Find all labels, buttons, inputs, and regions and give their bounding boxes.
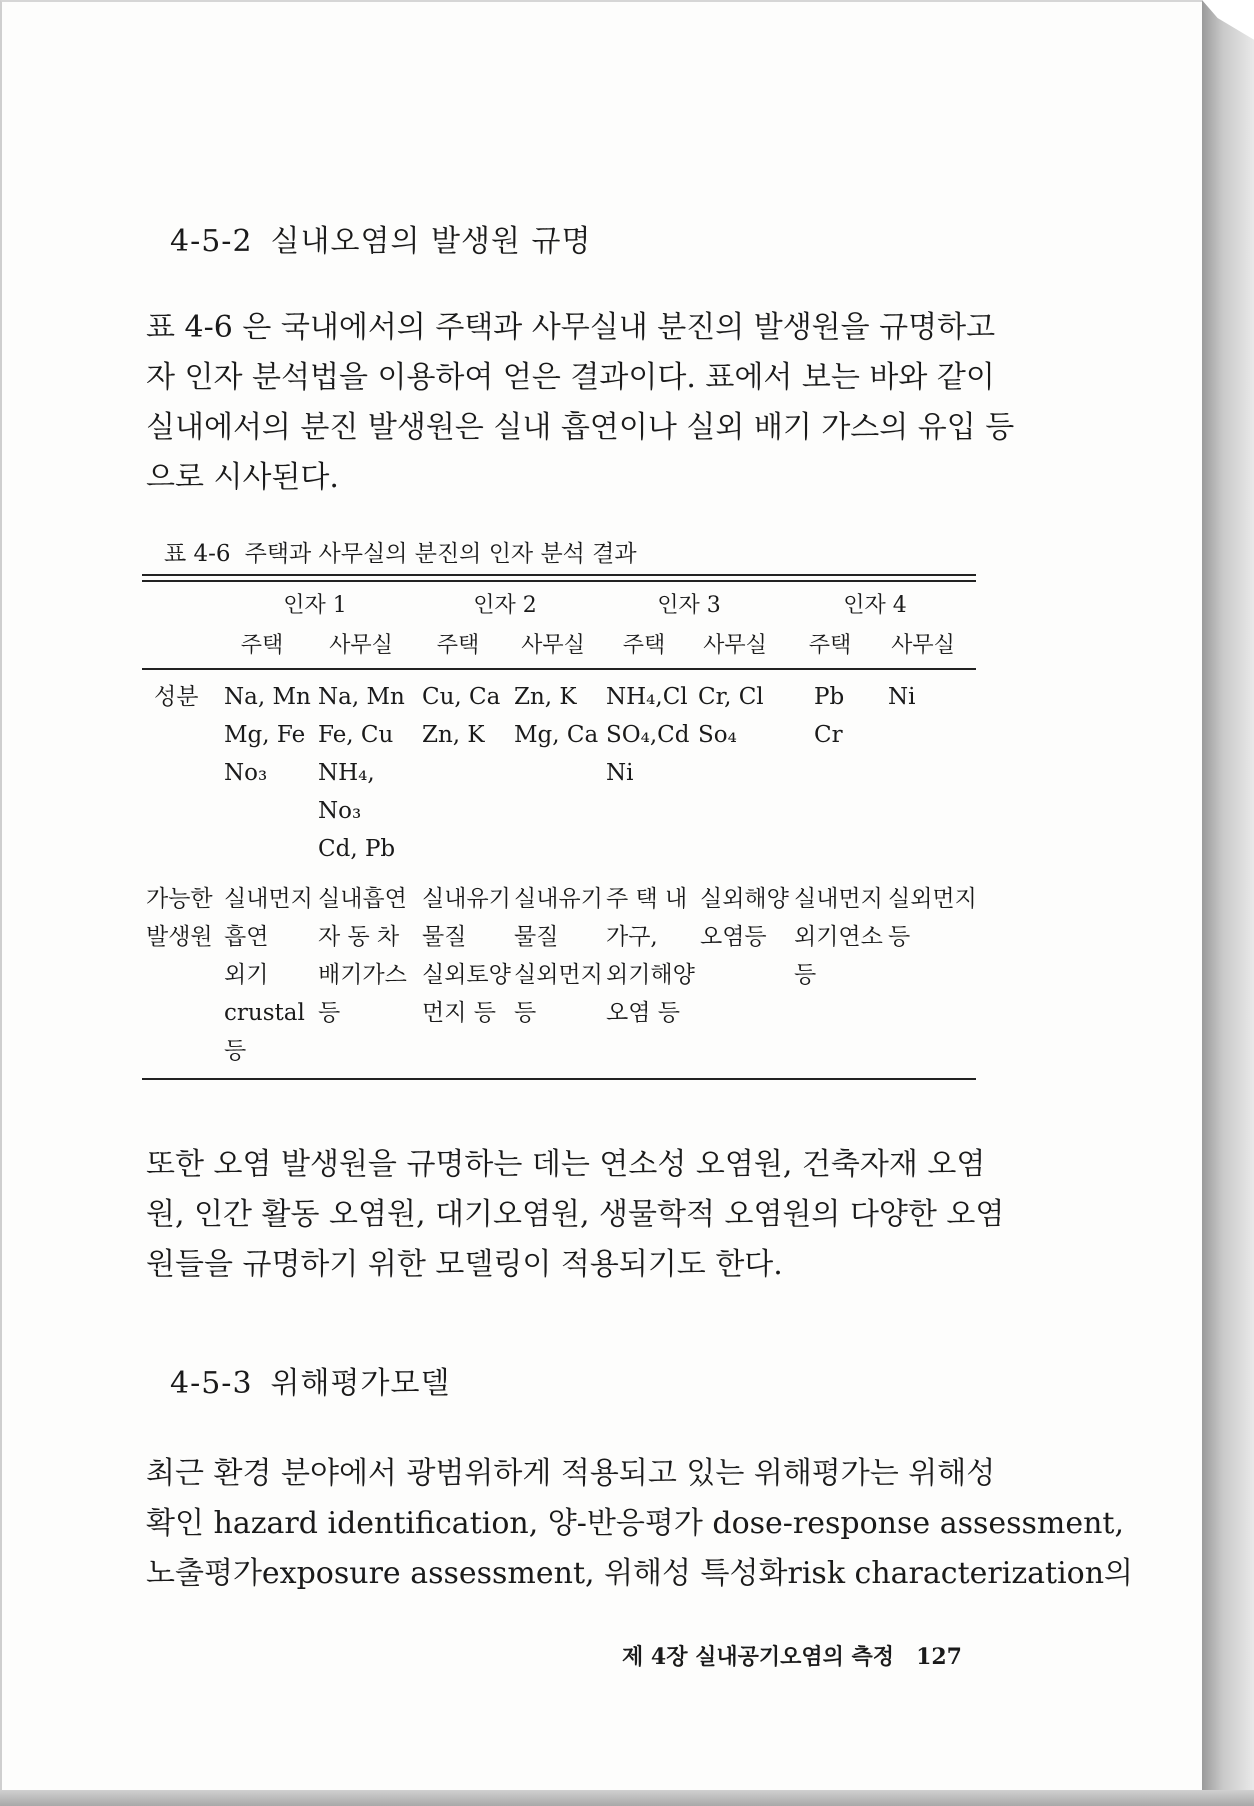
table-row-label [146,880,213,956]
page-edge-bottom [0,1790,1254,1806]
cell-line: 배기가스 [318,962,407,988]
page-edge-right [1202,0,1254,1806]
table-cell [318,880,407,1032]
cell-line: 등 [224,1038,247,1064]
cell-line: 실외먼지 [888,886,977,912]
cell-line: 오염 등 [606,1000,680,1026]
table-factor-header: 인자 2 [473,593,537,618]
row-label-line: 가능한 [146,886,213,912]
cell-line: 실외먼지 [514,962,603,988]
cell-line: Cd, Pb [318,836,396,862]
cell-line: 실내유기 [514,886,603,912]
cell-line: Pb [814,684,845,710]
table-cell [224,880,313,1070]
cell-line: Na, Mn [224,684,311,710]
table-cell [224,678,311,792]
table-subheader: 사무실 [703,633,767,658]
paragraph-2 [146,1140,1005,1290]
table-cell [514,880,603,1032]
table-cell [700,880,789,956]
section-number: 4-5-3 [170,1366,253,1401]
cell-line: crustal [224,1000,305,1026]
table-cell [698,678,764,754]
cell-line: Zn, K [422,722,485,748]
cell-line: 가구, [606,924,658,950]
cell-line: Zn, K [514,684,577,710]
cell-line: No₃ [224,760,268,786]
table-caption [164,535,651,568]
cell-line: 외기연소 [794,924,883,950]
cell-line: Ni [888,684,916,710]
cell-line: So₄ [698,722,737,748]
table-subheader: 사무실 [891,633,955,658]
cell-line: 등 [794,962,817,988]
cell-line: Na, Mn [318,684,405,710]
cell-line: Ni [606,760,634,786]
table-cell [514,678,598,754]
table-subheader: 사무실 [329,633,393,658]
cell-line: 자 동 차 [318,924,400,950]
cell-line: 실내유기 [422,886,511,912]
paragraph-line: 노출평가exposure assessment, 위해성 특성화risk characterization의 [146,1556,1134,1591]
section-number: 4-5-2 [170,224,253,259]
cell-line: Mg, Ca [514,722,599,748]
cell-line: 실외해양 [700,886,789,912]
paragraph-line: 표 4-6 은 국내에서의 주택과 사무실내 분진의 발생원을 규명하고 [146,310,996,345]
table-cell [318,678,405,868]
cell-line: No₃ [318,798,362,824]
table-top-rule [142,574,976,576]
page-footer [622,1640,962,1671]
table-subheader: 주택 [240,633,284,658]
cell-line: 물질 [514,924,559,950]
footer-chapter: 제 4장 실내공기오염의 측정 [622,1644,895,1670]
page-number: 127 [916,1644,962,1670]
section-title: 실내오염의 발생원 규명 [270,224,592,259]
table-cell [606,880,695,1032]
table-caption-label: 표 4-6 [164,541,231,567]
cell-line: 등 [318,1000,341,1026]
cell-line: 주 택 내 [606,886,688,912]
paragraph-line: 원, 인간 활동 오염원, 대기오염원, 생물학적 오염원의 다양한 오염 [146,1197,1005,1232]
paragraph-line: 원들을 규명하기 위한 모델링이 적용되기도 한다. [146,1247,783,1282]
cell-line: 오염등 [700,924,767,950]
table-caption-title: 주택과 사무실의 분진의 인자 분석 결과 [244,541,637,567]
table-subheader: 주택 [436,633,480,658]
cell-line: Cu, Ca [422,684,501,710]
table-cell [888,678,915,716]
row-label-line: 발생원 [146,924,213,950]
table-cell [422,880,511,1032]
table-subheader: 주택 [808,633,852,658]
cell-line: 먼지 등 [422,1000,496,1026]
paragraph-line: 실내에서의 분진 발생원은 실내 흡연이나 실외 배기 가스의 유입 등 [146,410,1015,445]
cell-line: NH₄,Cl [606,684,688,710]
paragraph-3 [146,1449,1134,1599]
cell-line: 등 [514,1000,537,1026]
cell-line: 흡연 [224,924,269,950]
table-factor-header: 인자 1 [283,593,347,618]
cell-line: Cr, Cl [698,684,764,710]
cell-line: Cr [814,722,843,748]
paragraph-line: 확인 hazard identification, 양-반응평가 dose-response assessment, [146,1506,1125,1541]
cell-line: 실내먼지 [224,886,313,912]
cell-line: 외기해양 [606,962,695,988]
table-cell [888,880,977,956]
cell-line: 실내먼지 [794,886,883,912]
table-cell [422,678,500,754]
cell-line: Fe, Cu [318,722,394,748]
cell-line: SO₄,Cd [606,722,690,748]
table-bottom-rule [142,1078,976,1080]
table-top-rule-double [142,580,976,582]
cell-line: 실외토양 [422,962,511,988]
table-header-rule [142,668,976,670]
table-factor-header: 인자 4 [843,593,907,618]
paragraph-line: 으로 시사된다. [146,460,339,495]
paragraph-line: 또한 오염 발생원을 규명하는 데는 연소성 오염원, 건축자재 오염 [146,1147,986,1182]
table-cell [794,880,883,994]
paragraph-line: 자 인자 분석법을 이용하여 얻은 결과이다. 표에서 보는 바와 같이 [146,360,995,395]
cell-line: NH₄, [318,760,375,786]
paragraph-1 [146,303,1015,503]
table-cell [814,678,844,754]
section-heading-4-5-3 [170,1358,450,1402]
table-subheader: 사무실 [521,633,585,658]
paragraph-line: 최근 환경 분야에서 광범위하게 적용되고 있는 위해평가는 위해성 [146,1456,996,1491]
cell-line: 물질 [422,924,467,950]
table-cell [606,678,689,792]
table-row-label [154,678,198,716]
table-factor-header: 인자 3 [657,593,721,618]
cell-line: 실내흡연 [318,886,407,912]
section-heading-4-5-2 [170,216,591,260]
section-title: 위해평가모델 [270,1366,451,1401]
cell-line: 외기 [224,962,269,988]
cell-line: Mg, Fe [224,722,306,748]
row-label-line: 성분 [154,684,199,710]
cell-line: 등 [888,924,911,950]
table-subheader: 주택 [622,633,666,658]
